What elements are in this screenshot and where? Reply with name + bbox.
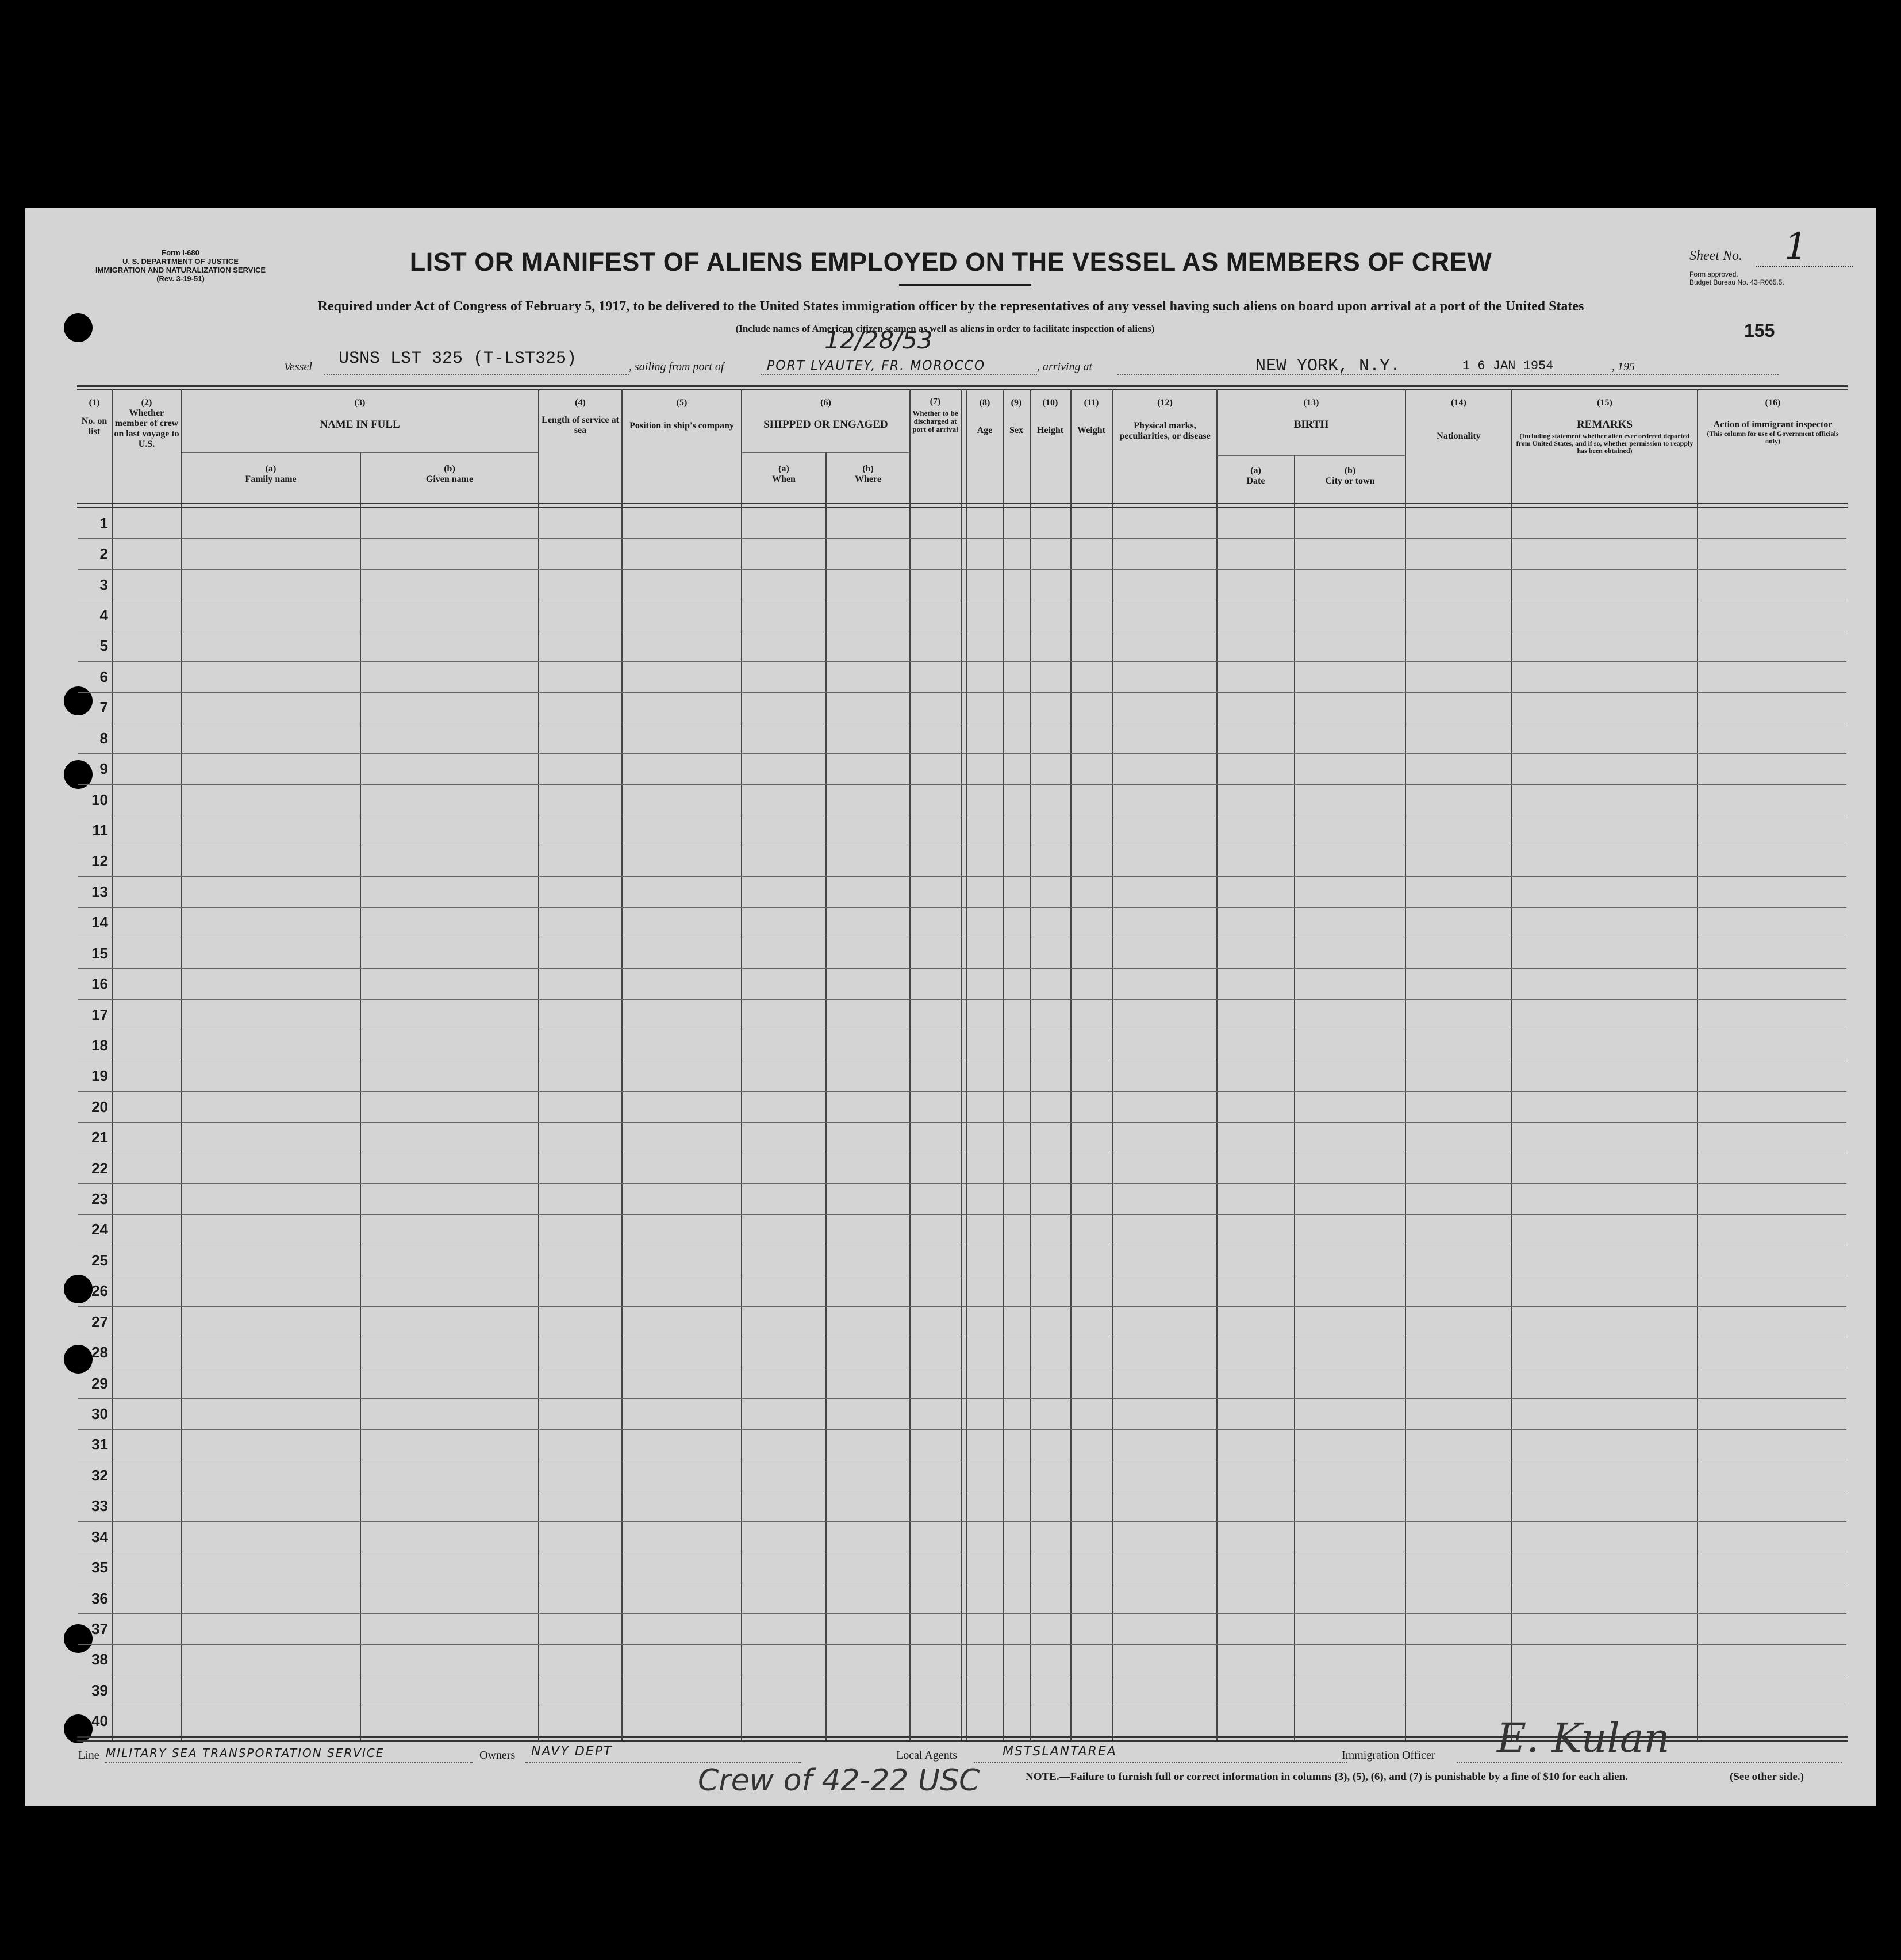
row-rule <box>78 1644 1846 1645</box>
col4-header: (4) Length of service at sea <box>542 398 619 435</box>
page-title: LIST OR MANIFEST OF ALIENS EMPLOYED ON THE VESSEL AS MEMBERS OF CREW <box>409 247 1492 277</box>
row-rule <box>78 876 1846 877</box>
row-number: 26 <box>91 1282 108 1299</box>
row-rule <box>78 569 1846 570</box>
col-divider <box>1405 389 1406 1740</box>
col-divider <box>1070 389 1072 1740</box>
row-number: 30 <box>91 1405 108 1422</box>
col6-header: (6) SHIPPED OR ENGAGED <box>763 398 888 431</box>
row-rule <box>78 1122 1846 1123</box>
row-rule <box>78 968 1846 969</box>
col-divider <box>825 452 827 1740</box>
col6b-header: (b) Where <box>855 464 881 484</box>
stamp-number: 155 <box>1744 320 1775 341</box>
col-divider <box>909 389 911 1740</box>
row-number: 2 <box>99 545 108 562</box>
col-divider <box>1003 389 1004 1740</box>
row-number: 25 <box>91 1252 108 1269</box>
col15-header: (15) REMARKS (Including statement whether alien ever ordered deported from United States, and if so, whether permission to reapply has been obtained) <box>1516 398 1693 455</box>
row-number: 19 <box>91 1067 108 1084</box>
col9-header: (9) Sex <box>1009 398 1023 435</box>
arriving-value: NEW YORK, N.Y. <box>1255 356 1401 376</box>
row-number: 8 <box>99 730 108 747</box>
col-divider <box>961 389 962 1740</box>
punch-hole <box>64 313 93 342</box>
row-number: 6 <box>99 668 108 685</box>
col-divider <box>1697 389 1698 1740</box>
row-number: 38 <box>91 1651 108 1668</box>
crew-note: Crew of 42-22 USC <box>698 1763 980 1798</box>
line-field <box>105 1762 473 1763</box>
owners-value: NAVY DEPT <box>531 1744 613 1759</box>
officer-signature: E. Kulan <box>1497 1714 1670 1762</box>
row-number: 1 <box>99 515 108 532</box>
col2-header: (2) Whether member of crew on last voyage to U.S. <box>114 398 179 449</box>
row-rule <box>78 1183 1846 1184</box>
arriving-label: , arriving at <box>1037 360 1093 373</box>
col-divider <box>1511 389 1512 1740</box>
row-number: 16 <box>91 975 108 992</box>
row-number: 11 <box>92 822 108 839</box>
row-rule <box>78 1613 1846 1614</box>
line-label: Line <box>78 1749 99 1762</box>
col1-header: (1) No. on list <box>81 398 107 436</box>
row-rule <box>78 999 1846 1000</box>
row-number: 4 <box>99 607 108 624</box>
col-divider <box>112 389 113 1740</box>
row-number: 7 <box>99 699 108 716</box>
row-number: 9 <box>99 760 108 777</box>
row-number: 3 <box>99 576 108 593</box>
vessel-label: Vessel <box>284 360 312 373</box>
officer-label: Immigration Officer <box>1342 1749 1435 1762</box>
row-number: 22 <box>91 1160 108 1177</box>
row-number: 29 <box>91 1375 108 1392</box>
row-number: 12 <box>91 852 108 869</box>
sailing-label: , sailing from port of <box>629 360 724 373</box>
birth-subheader-rule <box>1218 455 1405 456</box>
col-divider <box>1030 389 1031 1740</box>
title-underline <box>899 284 1031 286</box>
agents-value: MSTSLANTAREA <box>1003 1744 1117 1759</box>
row-number: 5 <box>99 637 108 654</box>
row-number: 27 <box>91 1313 108 1330</box>
agents-label: Local Agents <box>896 1749 958 1762</box>
row-number: 20 <box>91 1098 108 1115</box>
row-rule <box>78 692 1846 693</box>
handwritten-date: 12/28/53 <box>824 326 933 354</box>
col-divider <box>1216 389 1218 1740</box>
vessel-line <box>324 374 629 375</box>
col3b-header: (b) Given name <box>425 464 474 484</box>
col6a-header: (a) When <box>772 464 796 484</box>
row-number: 13 <box>91 883 108 900</box>
col5-header: (5) Position in ship's company <box>629 398 734 431</box>
see-other-side: (See other side.) <box>1730 1771 1804 1783</box>
row-number: 35 <box>91 1559 108 1576</box>
col-divider <box>966 389 967 1740</box>
header-bottom-rule-2 <box>77 507 1848 508</box>
department: U. S. DEPARTMENT OF JUSTICE <box>122 257 239 266</box>
row-number: 15 <box>91 945 108 962</box>
agents-field <box>974 1762 1347 1763</box>
table-top-rule <box>77 385 1848 387</box>
col-divider <box>1294 455 1295 1740</box>
service: IMMIGRATION AND NATURALIZATION SERVICE <box>95 266 266 274</box>
officer-field <box>1457 1762 1842 1763</box>
col13a-header: (a) Date <box>1246 466 1265 486</box>
col13-header: (13) BIRTH <box>1293 398 1329 431</box>
row-number: 23 <box>91 1190 108 1207</box>
col13b-header: (b) City or town <box>1325 466 1375 486</box>
include-text: (Include names of American citizen seamen as well as aliens in order to facilitate inspection of aliens) <box>735 323 1155 334</box>
row-number: 31 <box>91 1436 108 1453</box>
col12-header: (12) Physical marks, peculiarities, or disease <box>1119 398 1211 441</box>
row-number: 33 <box>91 1497 108 1514</box>
arriving-line <box>1117 374 1779 375</box>
vessel-value: USNS LST 325 (T-LST325) <box>339 349 577 369</box>
col-divider <box>360 452 361 1740</box>
row-number: 14 <box>91 914 108 931</box>
row-rule <box>78 1091 1846 1092</box>
row-number: 10 <box>91 791 108 808</box>
col3-header: (3) NAME IN FULL <box>320 398 400 431</box>
row-number: 40 <box>91 1712 108 1729</box>
line-value: MILITARY SEA TRANSPORTATION SERVICE <box>106 1746 385 1760</box>
row-rule <box>78 1306 1846 1307</box>
col14-header: (14) Nationality <box>1437 398 1481 441</box>
year-label: , 195 <box>1612 360 1635 373</box>
form-number: Form I-680 <box>162 248 199 257</box>
row-number: 39 <box>91 1682 108 1699</box>
row-number: 34 <box>91 1528 108 1545</box>
col16-header: (16) Action of immigrant inspector (This column for use of Government officials only) <box>1707 398 1839 445</box>
row-number: 17 <box>91 1006 108 1023</box>
act-text: Required under Act of Congress of February 5, 1917, to be delivered to the United States immigration officer by the representatives of any vessel having such aliens on board upon arrival at a port of the United States <box>317 299 1584 314</box>
row-number: 18 <box>91 1037 108 1054</box>
col8-header: (8) Age <box>977 398 993 435</box>
row-number: 32 <box>91 1467 108 1484</box>
sheet-no-value: 1 <box>1784 225 1808 268</box>
col-divider <box>538 389 539 1740</box>
penalty-note: NOTE.—Failure to furnish full or correct information in columns (3), (5), (6), and (7) is punishable by a fine of $10 for each alien. <box>1026 1771 1628 1783</box>
row-rule <box>78 907 1846 908</box>
form-approved: Form approved. Budget Bureau No. 43-R065.5. <box>1689 270 1784 286</box>
row-rule <box>78 1398 1846 1399</box>
form-info <box>77 248 284 283</box>
row-rule <box>78 784 1846 785</box>
row-number: 28 <box>91 1344 108 1361</box>
col-divider <box>621 389 623 1740</box>
col10-header: (10) Height <box>1036 398 1064 435</box>
row-rule <box>78 753 1846 754</box>
col-divider <box>1112 389 1113 1740</box>
row-rule <box>78 661 1846 662</box>
row-number: 36 <box>91 1590 108 1607</box>
col7-header: (7) Whether to be discharged at port of arrival <box>912 397 958 434</box>
sailing-value: PORT LYAUTEY, FR. MOROCCO <box>767 359 986 373</box>
col11-header: (11) Weight <box>1077 398 1105 435</box>
row-rule <box>78 538 1846 539</box>
row-number: 21 <box>91 1129 108 1146</box>
col-divider <box>181 389 182 1740</box>
row-rule <box>78 1214 1846 1215</box>
row-number: 37 <box>91 1620 108 1637</box>
row-rule <box>78 1521 1846 1522</box>
row-rule <box>78 1429 1846 1430</box>
arrival-date: 1 6 JAN 1954 <box>1462 359 1554 373</box>
header-bottom-rule <box>77 503 1848 504</box>
manifest-sheet <box>25 208 1876 1806</box>
form-revision: (Rev. 3-19-51) <box>156 274 205 283</box>
col-divider <box>741 389 742 1740</box>
row-number: 24 <box>91 1221 108 1238</box>
table-top-rule-2 <box>77 389 1848 390</box>
sheet-no-label: Sheet No. <box>1689 248 1742 263</box>
sailing-line <box>761 374 1037 375</box>
owners-label: Owners <box>479 1749 516 1762</box>
col3a-header: (a) Family name <box>245 464 297 484</box>
